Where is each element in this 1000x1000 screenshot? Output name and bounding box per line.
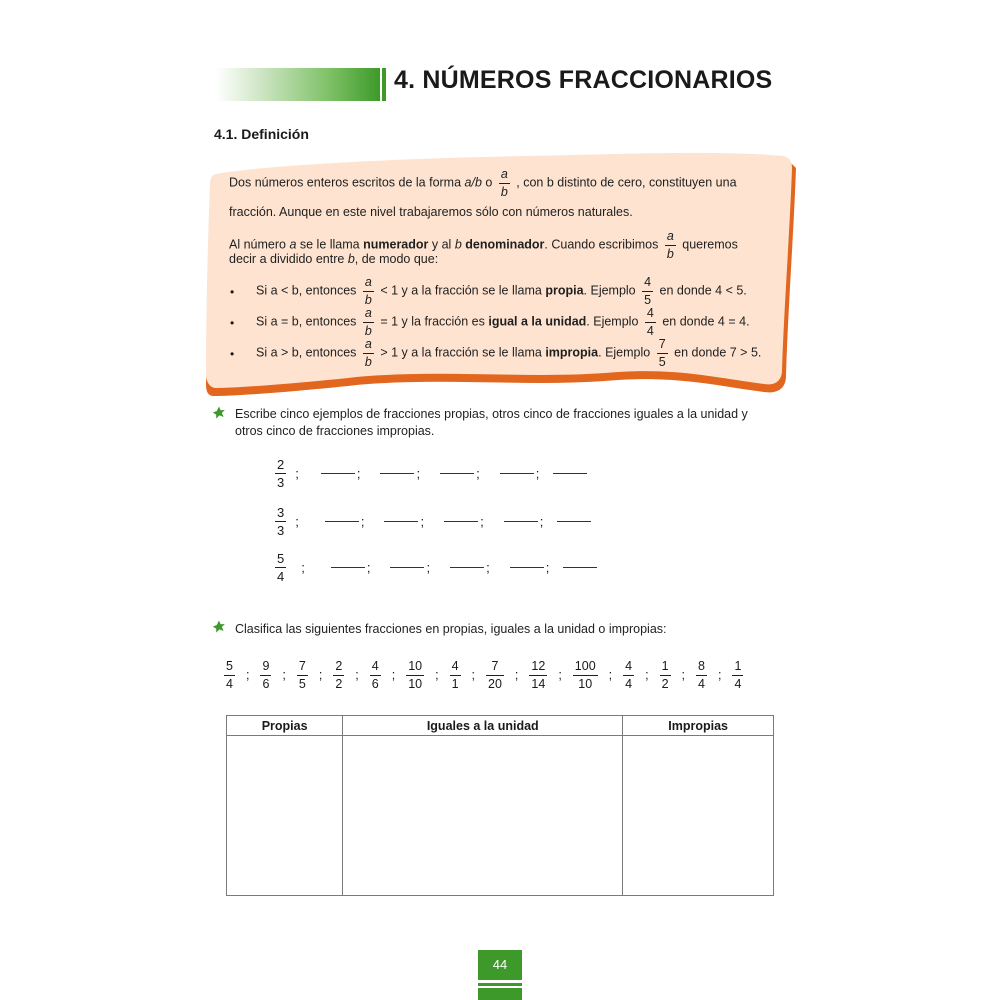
fraction-item: $\frac{4}{6}$ xyxy=(371,659,379,691)
bullet-icon: • xyxy=(230,316,235,330)
answer-blank[interactable] xyxy=(553,473,587,474)
bullet-icon: • xyxy=(230,285,235,299)
definition-line-3: Al número a se le llama numerador y al b denominador. Cuando escribimos $\frac{a}{b}$ queremos xyxy=(229,229,738,261)
answer-blank[interactable] xyxy=(444,521,478,522)
column-header-propias: Propias xyxy=(227,716,343,736)
answer-cell-propias[interactable] xyxy=(227,736,343,896)
example-fraction: $\frac{5}{4}$ xyxy=(277,551,285,584)
answer-blank[interactable] xyxy=(325,521,359,522)
fractions-to-classify: $\frac{5}{4}$ ; $\frac{9}{6}$ ; $\frac{7}{5}$ ; $\frac{2}{2}$ ; $\frac{4}{6}$ ; $\frac{10}{10}$ ; $\frac{4}{1}$ ; $\frac{7}{20}$ ; $\frac{12}{14}$ ; $\frac{100}{10}$ ; $\frac{4}{4}$ ; $\frac{1}{2}$ ; $\frac{8}{4}$ ; $\frac{1}{4}$ xyxy=(226,659,742,691)
page-number-stripe xyxy=(478,988,522,1000)
exercise-1-row-iguales: $\frac{3}{3}$ ; ; ; ; ; xyxy=(272,506,593,537)
answer-blank[interactable] xyxy=(390,567,424,568)
green-star-icon xyxy=(212,620,226,634)
fraction-item: $\frac{7}{20}$ xyxy=(488,659,502,691)
answer-blank[interactable] xyxy=(504,521,538,522)
page-number-stripe xyxy=(478,983,522,986)
fraction-item: $\frac{12}{14}$ xyxy=(531,659,546,691)
fraction-item: $\frac{1}{4}$ xyxy=(734,659,742,691)
fraction-item: $\frac{9}{6}$ xyxy=(262,659,270,691)
example-fraction: $\frac{2}{3}$ xyxy=(277,457,285,490)
answer-blank[interactable] xyxy=(440,473,474,474)
fraction-item: $\frac{7}{5}$ xyxy=(298,659,306,691)
answer-blank[interactable] xyxy=(500,473,534,474)
title-gradient-bar xyxy=(216,68,380,101)
fraction-a-over-b: $\frac{a}{b}$ xyxy=(500,167,508,199)
exercise-1-instructions: Escribe cinco ejemplos de fracciones propias, otros cinco de fracciones iguales a la unidad y otros cinco de fracciones impropias. xyxy=(235,407,748,438)
bullet-item-igual-unidad: Si a = b, entonces $\frac{a}{b}$ = 1 y la fracción es igual a la unidad. Ejemplo $\frac{4}{4}$ en donde 4 = 4. xyxy=(256,306,750,338)
fraction-item: $\frac{8}{4}$ xyxy=(698,659,705,691)
exercise-1-row-impropias: $\frac{5}{4}$ ; ; ; ; ; xyxy=(272,552,599,583)
definition-line-4: decir a dividido entre b, de modo que: xyxy=(229,252,439,266)
answer-blank[interactable] xyxy=(557,521,591,522)
title-divider xyxy=(382,68,386,101)
page-title: 4. NÚMEROS FRACCIONARIOS xyxy=(394,66,773,94)
exercise-1-row-propias: $\frac{2}{3}$ ; ; ; ; ; xyxy=(272,458,589,489)
bullet-icon: • xyxy=(230,347,235,361)
answer-blank[interactable] xyxy=(384,521,418,522)
fraction-item: $\frac{4}{4}$ xyxy=(625,659,633,691)
bullet-item-propia: Si a < b, entonces $\frac{a}{b}$ < 1 y a la fracción se le llama propia. Ejemplo $\frac{4}{5}$ en donde 4 < 5. xyxy=(256,275,747,307)
column-header-iguales: Iguales a la unidad xyxy=(343,716,623,736)
definition-line-2: fracción. Aunque en este nivel trabajaremos sólo con números naturales. xyxy=(229,205,633,219)
answer-cell-iguales[interactable] xyxy=(343,736,623,896)
page-number: 44 xyxy=(478,950,522,980)
fraction-a-over-b: $\frac{a}{b}$ xyxy=(666,229,674,261)
fraction-item: $\frac{5}{4}$ xyxy=(226,659,233,691)
fraction-item: $\frac{10}{10}$ xyxy=(408,659,423,691)
answer-blank[interactable] xyxy=(331,567,365,568)
answer-blank[interactable] xyxy=(321,473,355,474)
answer-cell-impropias[interactable] xyxy=(623,736,774,896)
definition-line-1: Dos números enteros escritos de la forma a/b o $\frac{a}{b}$ , con b distinto de cero, constituyen una xyxy=(229,167,737,199)
answer-blank[interactable] xyxy=(510,567,544,568)
classification-table xyxy=(226,715,774,896)
exercise-2-instructions: Clasifica las siguientes fracciones en propias, iguales a la unidad o impropias: xyxy=(235,622,667,636)
fraction-item: $\frac{1}{2}$ xyxy=(661,659,669,691)
fraction-item: $\frac{100}{10}$ xyxy=(574,659,596,691)
green-star-icon xyxy=(212,406,226,420)
answer-blank[interactable] xyxy=(380,473,414,474)
bullet-item-impropia: Si a > b, entonces $\frac{a}{b}$ > 1 y a la fracción se le llama impropia. Ejemplo $\frac{7}{5}$ en donde 7 > 5. xyxy=(256,337,762,369)
example-fraction: $\frac{3}{3}$ xyxy=(277,505,285,538)
column-header-impropias: Impropias xyxy=(623,716,774,736)
fraction-item: $\frac{4}{1}$ xyxy=(451,659,459,691)
answer-blank[interactable] xyxy=(450,567,484,568)
section-heading: 4.1. Definición xyxy=(214,126,309,142)
answer-blank[interactable] xyxy=(563,567,597,568)
fraction-item: $\frac{2}{2}$ xyxy=(335,659,343,691)
